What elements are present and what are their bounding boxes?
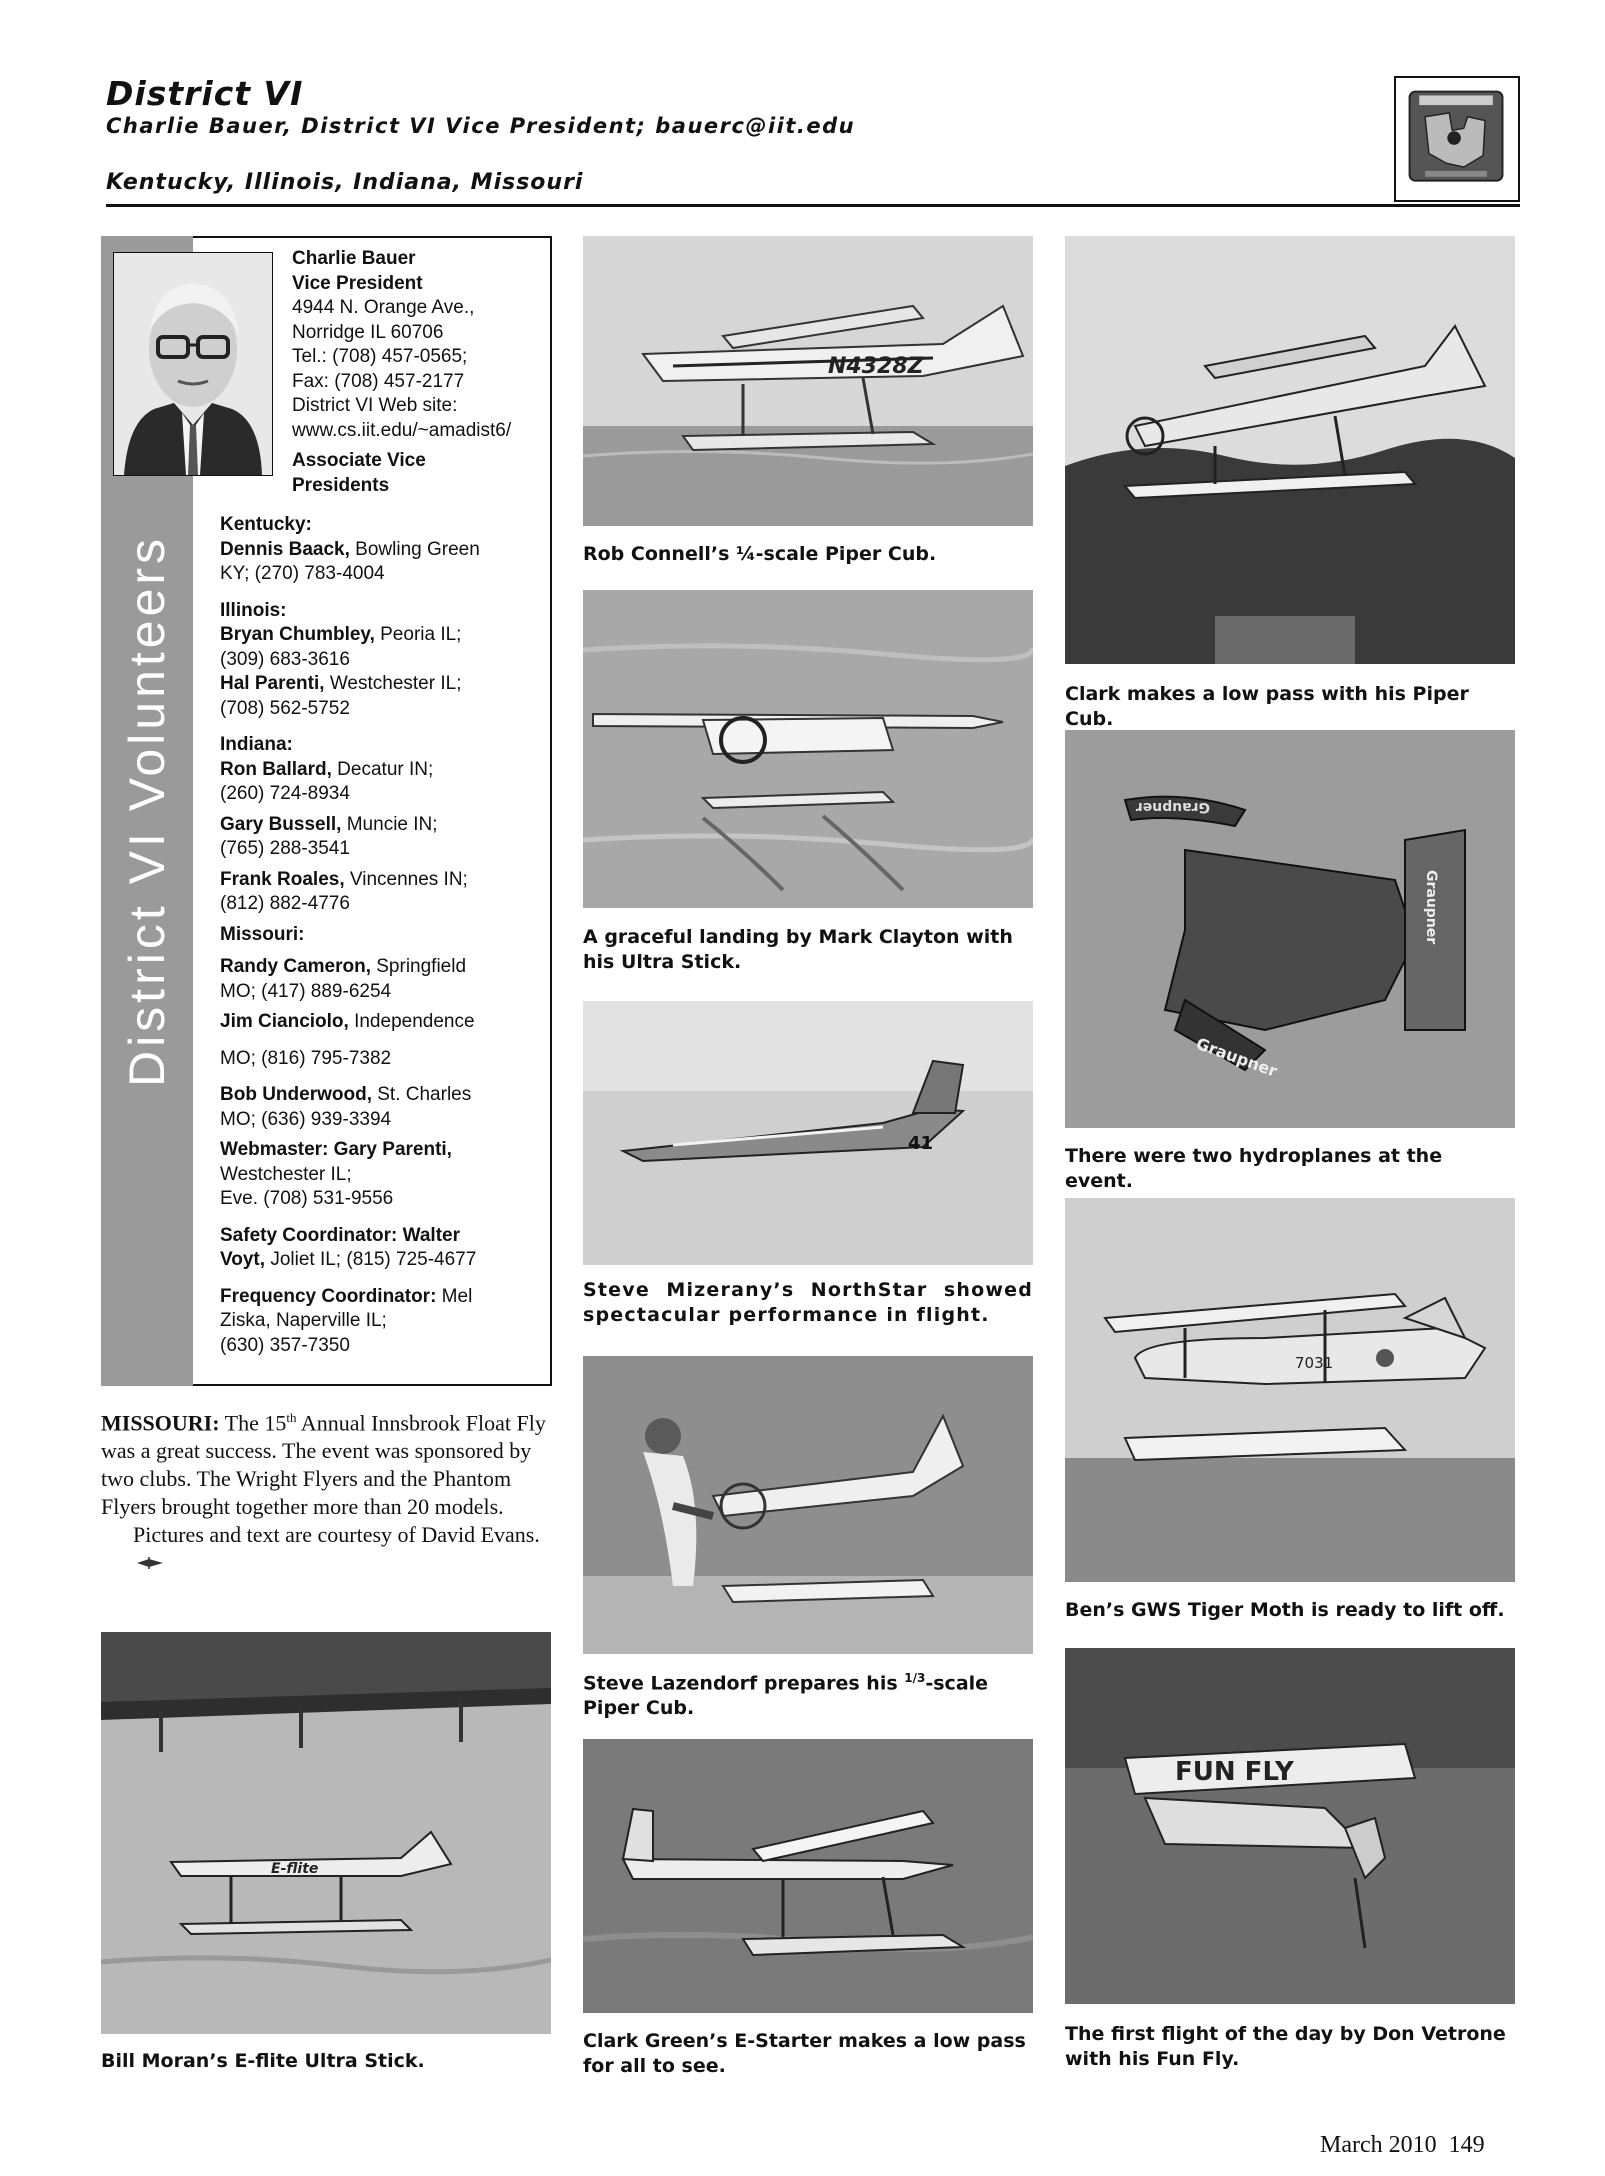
list-item: Gary Bussell, Muncie IN; xyxy=(220,813,438,835)
photo-9-wing-text: FUN FLY xyxy=(1175,1757,1294,1787)
webmaster-label: Webmaster: Gary Parenti, xyxy=(220,1139,452,1160)
page-footer xyxy=(1320,2132,1485,2159)
caption-8: Ben’s GWS Tiger Moth is ready to lift off. xyxy=(1065,1599,1505,1621)
page-number: 149 xyxy=(1448,2132,1485,2158)
vp-fax: Fax: (708) 457-2177 xyxy=(292,370,465,392)
list-item: Bob Underwood, St. Charles xyxy=(220,1084,472,1105)
caption-6: Clark makes a low pass with his Piper Cub. xyxy=(1065,683,1469,730)
photo-1-registration: N4328Z xyxy=(828,354,924,379)
avp-heading-1: Associate Vice xyxy=(292,450,426,471)
list-item: Ziska, Naperville IL; xyxy=(220,1310,387,1331)
vp-name: Charlie Bauer xyxy=(292,248,416,269)
list-item: Dennis Baack, Bowling Green xyxy=(220,538,480,560)
page-subtitle: Charlie Bauer, District VI Vice President; bauerc@iit.edu xyxy=(106,114,856,138)
frequency-label: Frequency Coordinator: xyxy=(220,1285,437,1307)
photo-fun-fly xyxy=(1065,1648,1515,2004)
issue-date: March 2010 xyxy=(1320,2132,1437,2158)
photo-clark-piper-cub xyxy=(1065,236,1515,664)
photo-hydroplane xyxy=(1065,730,1515,1128)
caption-9: The first flight of the day by Don Vetrone with his Fun Fly. xyxy=(1065,2023,1506,2070)
caption-1: Rob Connell’s ¼-scale Piper Cub. xyxy=(583,543,937,565)
volunteers-band-label: District VI Volunteers xyxy=(119,534,175,1088)
photo-7-brand: Graupner xyxy=(1193,1033,1280,1081)
photo-e-starter xyxy=(583,1739,1033,2013)
photo-3-number: 41 xyxy=(908,1133,934,1154)
caption-5: Clark Green’s E-Starter makes a low pass for all to see. xyxy=(583,2030,1026,2077)
list-item: (630) 357-7350 xyxy=(220,1334,350,1356)
photo-bill-moran-ultra-stick xyxy=(101,1632,551,2034)
list-item: Frank Roales, Vincennes IN; xyxy=(220,868,468,890)
photo-piper-cub-steve xyxy=(583,1356,1033,1654)
avp-heading-2: Presidents xyxy=(292,474,390,496)
state-missouri: Missouri: xyxy=(220,923,305,945)
vp-portrait-image xyxy=(114,253,272,475)
vp-contact xyxy=(292,247,511,498)
photo-10-brand: E-flite xyxy=(271,1861,319,1877)
vp-web-label: District VI Web site: xyxy=(292,395,458,416)
list-item: Eve. (708) 531-9556 xyxy=(220,1188,394,1209)
photo-piper-cub-rob xyxy=(583,236,1033,526)
vp-tel: Tel.: (708) 457-0565; xyxy=(292,346,468,367)
district-map-logo xyxy=(1394,76,1520,202)
list-item: (260) 724-8934 xyxy=(220,783,350,804)
article-body: MISSOURI: The 15th Annual Innsbrook Float Fly was a great success. The event was sponsored by two clubs. The Wright Flyers and the Phantom Flyers brought together more than 20 models. Pictures and text are courtesy of David Evans. xyxy=(101,1404,553,1577)
header-rule xyxy=(106,204,1520,207)
list-item: Westchester IL; xyxy=(220,1163,352,1185)
state-indiana: Indiana: xyxy=(220,734,293,755)
caption-10: Bill Moran’s E-flite Ultra Stick. xyxy=(101,2050,425,2072)
district-states: Kentucky, Illinois, Indiana, Missouri xyxy=(106,170,584,195)
list-item: MO; (816) 795-7382 xyxy=(220,1047,392,1069)
photo-northstar xyxy=(583,1001,1033,1265)
caption-4: Steve Lazendorf prepares his $^{1/3}$-scale Piper Cub. xyxy=(583,1671,989,1720)
list-item: Hal Parenti, Westchester IL; xyxy=(220,673,462,694)
list-item: MO; (417) 889-6254 xyxy=(220,980,392,1002)
vp-web: www.cs.iit.edu/~amadist6/ xyxy=(292,419,512,441)
list-item: (812) 882-4776 xyxy=(220,893,350,914)
vp-portrait xyxy=(113,252,273,476)
photo-ultra-stick-landing xyxy=(583,590,1033,908)
photo-7-brand-fin: Graupner xyxy=(1423,870,1439,945)
list-item: Ron Ballard, Decatur IN; xyxy=(220,758,434,780)
vp-address-2: Norridge IL 60706 xyxy=(292,321,444,343)
list-item: Voyt, Joliet IL; (815) 725-4677 xyxy=(220,1249,477,1270)
safety-label: Safety Coordinator: Walter xyxy=(220,1224,460,1246)
list-item: Randy Cameron, Springfield xyxy=(220,956,467,977)
vp-title: Vice President xyxy=(292,272,423,294)
page-title: District VI xyxy=(106,74,304,113)
list-item: KY; (270) 783-4004 xyxy=(220,563,385,584)
caption-2: A graceful landing by Mark Clayton with his Ultra Stick. xyxy=(583,926,1013,973)
photo-7-brand-top: Graupner xyxy=(1135,799,1210,815)
photo-8-number: 7031 xyxy=(1295,1354,1334,1372)
article-lead: MISSOURI: xyxy=(101,1410,220,1436)
list-item: (708) 562-5752 xyxy=(220,697,350,719)
state-illinois: Illinois: xyxy=(220,599,287,621)
list-item: MO; (636) 939-3394 xyxy=(220,1108,392,1130)
list-item: (765) 288-3541 xyxy=(220,838,350,859)
list-item: Bryan Chumbley, Peoria IL; xyxy=(220,624,462,645)
caption-7: There were two hydroplanes at the event. xyxy=(1065,1145,1443,1192)
caption-3: Steve Mizerany’s NorthStar showed spectacular performance in flight. xyxy=(583,1279,1033,1326)
list-item: (309) 683-3616 xyxy=(220,648,350,670)
photo-tiger-moth xyxy=(1065,1198,1515,1582)
avp-list: Kentucky: Dennis Baack, Bowling Green KY; (270) 783-4004 Illinois: Bryan Chumbley, Peoria IL; (309) 683-3616 Hal Parenti, Westchester IL; (708) 562-5752 Indiana: Ron Ballard, Decatur IN; (260) 724-8934 Gary Bussell, Muncie IN; (765) 288-3541 Frank Roales, Vincennes IN; (812) 882-4776 Missouri: Randy Cameron, Springfield MO; (417) 889-6254 Jim Cianciolo, Independence MO; (816) 795-7382 Bob Underwood, St. Charles MO; (636) 939-3394 Webmaster: Gary Parenti, Westchester IL; Eve. (708) 531-9556 Safety Coordinator: Walter Voyt, Joliet IL; (815) 725-4677 Frequency Coordinator: Mel Ziska, Naperville IL; (630) 357-7350 xyxy=(220,513,550,1358)
list-item: Jim Cianciolo, Independence xyxy=(220,1011,475,1032)
state-kentucky: Kentucky: xyxy=(220,514,312,535)
ama-end-mark-icon xyxy=(103,1549,133,1563)
district-map-icon xyxy=(1396,78,1518,200)
vp-address-1: 4944 N. Orange Ave., xyxy=(292,297,475,318)
